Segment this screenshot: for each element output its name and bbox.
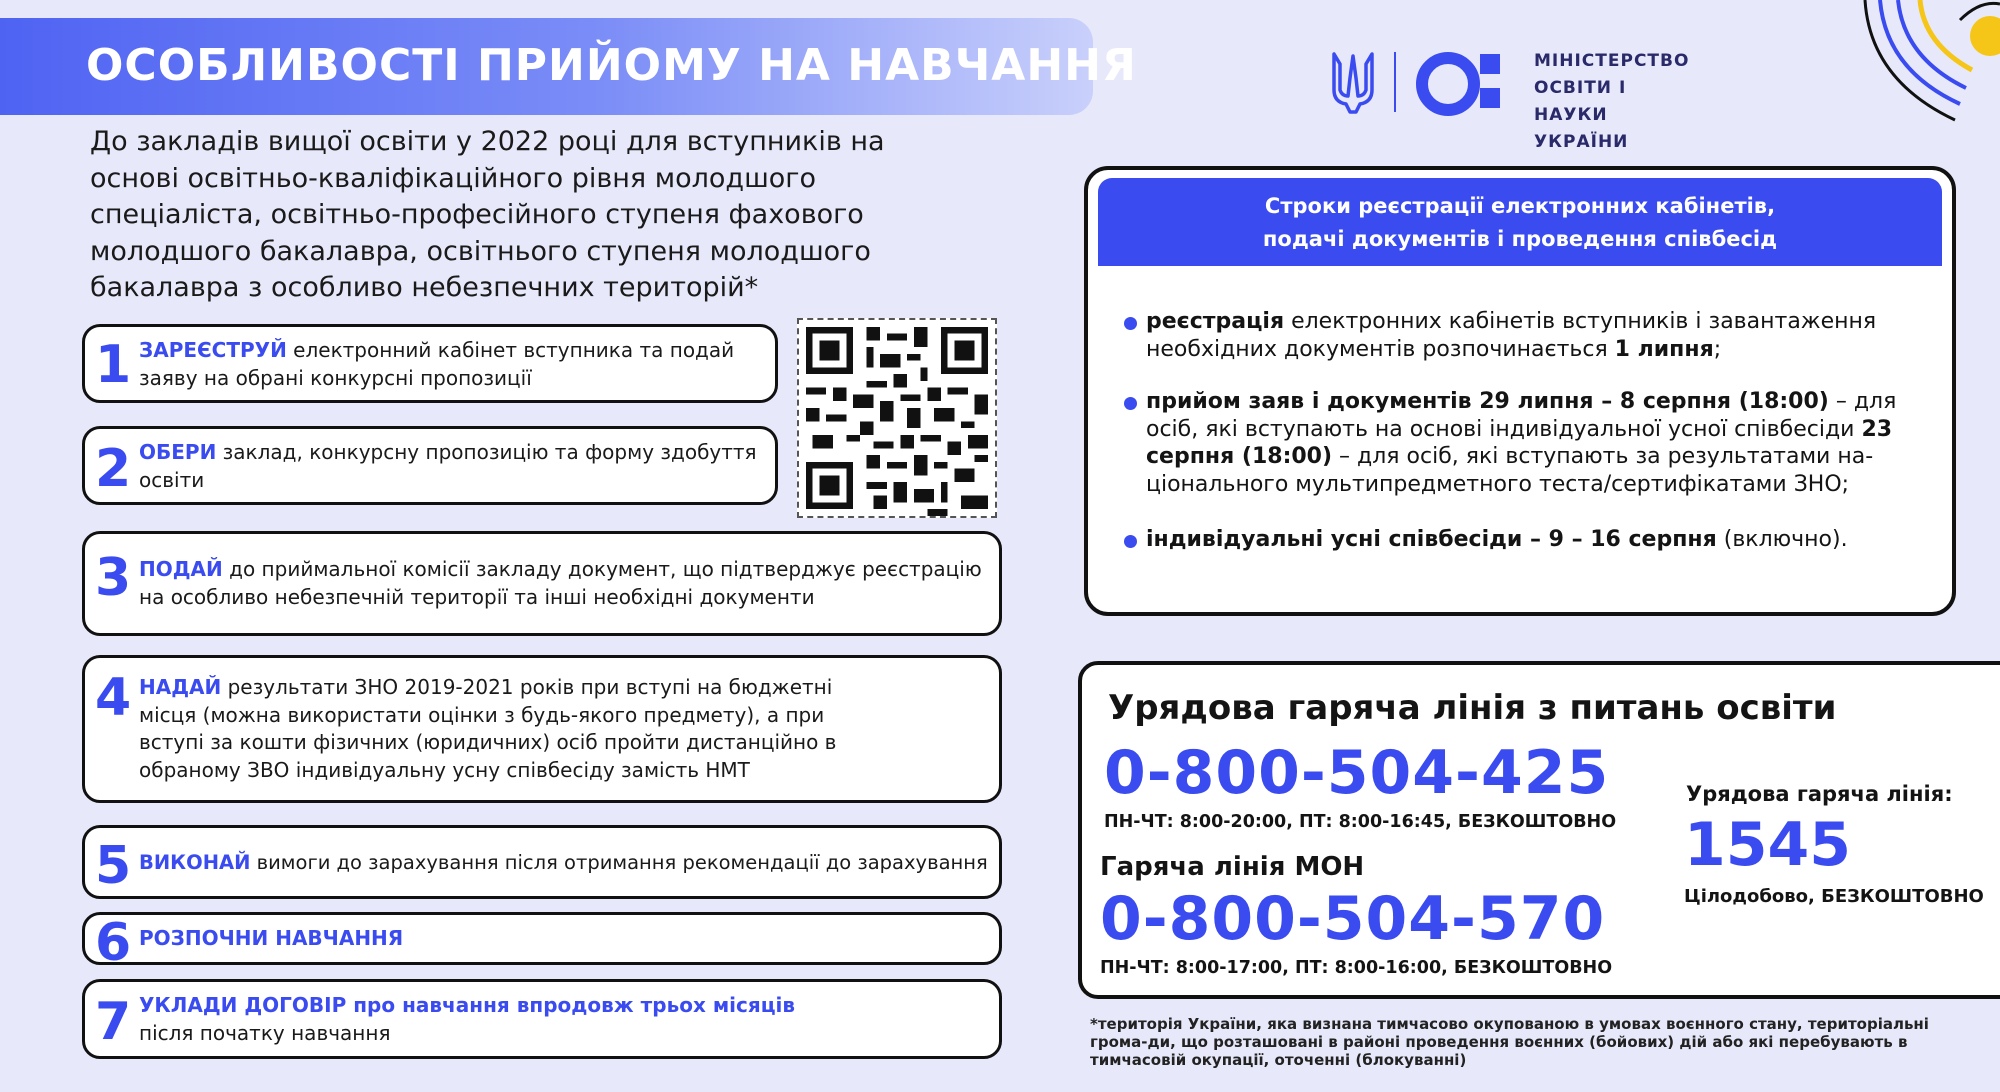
ministry-name-line1: МІНІСТЕРСТВО (1534, 51, 1690, 71)
bullet-dot-icon (1124, 397, 1137, 410)
step-text: електронний кабінет вступника та подай заяву на обрані конкурсні пропозиції (139, 338, 735, 390)
step-keyword: УКЛАДИ ДОГОВІР про навчання впродовж трьох місяців (139, 993, 796, 1017)
corner-decoration-icon (1860, 0, 2000, 140)
ministry-logo (1330, 48, 1690, 152)
deadline-registration (1124, 308, 1924, 363)
deadline-text: електронних кабінетів вступників і завантаження необхідних документів розпочинається (1146, 309, 1877, 362)
ministry-name-line2: ОСВІТИ І НАУКИ (1534, 78, 1627, 125)
hotline-phone-1[interactable]: 0-800-504-425 (1104, 738, 1610, 808)
step-5 (82, 825, 1002, 899)
step-keyword: ПОДАЙ (139, 557, 223, 581)
deadline-bold: реєстрація (1146, 309, 1285, 334)
step-1 (82, 324, 778, 403)
step-number: 4 (95, 668, 132, 728)
hotline-hours-1: ПН-ЧТ: 8:00-20:00, ПТ: 8:00-16:45, БЕЗКОШТОВНО (1104, 812, 1617, 832)
step-text: вимоги до зарахування після отримання рекомендації до зарахування (250, 851, 988, 874)
step-keyword: НАДАЙ (139, 675, 222, 699)
logo-square-top (1480, 54, 1500, 74)
deadline-text: ; (1713, 336, 1722, 362)
logo-square-bottom (1480, 88, 1500, 108)
step-number: 5 (95, 836, 132, 896)
step-keyword: РОЗПОЧНИ НАВЧАННЯ (139, 926, 404, 950)
step-text: результати ЗНО 2019-2021 років при вступі на бюджетні місця (можна використати оцінки з будь-якого предмету), а при вступі за кошти фізичних (юридичних) осіб пройти дистанційно в обраному ЗВО індивідуальну усну співбесіду замість НМТ (139, 675, 837, 782)
step-3 (82, 531, 1002, 636)
deadline-text: (включно). (1716, 527, 1848, 552)
deadlines-header (1098, 178, 1942, 266)
step-text: заклад, конкурсну пропозицію та форму здобуття освіти (139, 440, 757, 492)
gov-hotline-label: Урядова гаряча лінія: (1686, 782, 1953, 806)
step-2 (82, 426, 778, 505)
mon-hotline-label: Гаряча лінія МОН (1100, 852, 1365, 882)
deadline-applications (1124, 388, 1924, 498)
deadline-bold: індивідуальні усні співбесіди – 9 – 16 серпня (1146, 527, 1717, 552)
gov-hotline-number[interactable]: 1545 (1684, 810, 1851, 880)
deadlines-box (1084, 166, 1956, 616)
deadlines-header-line1: Строки реєстрації електронних кабінетів, (1264, 194, 1776, 218)
step-4 (82, 655, 1002, 803)
step-number: 7 (95, 992, 132, 1052)
page-title: ОСОБЛИВОСТІ ПРИЙОМУ НА НАВЧАННЯ (86, 40, 1137, 91)
hotline-phone-2[interactable]: 0-800-504-570 (1100, 884, 1606, 954)
deadline-bold: 1 липня (1614, 336, 1714, 362)
ministry-name-line3: УКРАЇНИ (1534, 132, 1629, 152)
qr-code-icon[interactable] (797, 318, 997, 518)
deadlines-header-line2: подачі документів і проведення співбесід (1262, 227, 1778, 251)
footnote: *територія України, яка визнана тимчасово окупованою в умовах воєнного стану, територіальні грома-ди, що розташовані в районі проведення воєнних (бойових) дій або які перебувають в тимчасовій окупації, оточенні (блокуванні) (1090, 1015, 1929, 1069)
intro-text: До закладів вищої освіти у 2022 році для вступників на основі освітньо-кваліфікаційного рівня молодшого спеціаліста, освітньо-професійного ступеня фахового молодшого бакалавра, освітнього ступеня молодшого бакалавра з особливо небезпечних територій* (90, 126, 885, 303)
step-text: до приймальної комісії закладу документ, що підтверджує реєстрацію на особливо небезпечній території та інші необхідні документи (139, 557, 982, 609)
step-keyword: ВИКОНАЙ (139, 851, 251, 874)
step-keyword: ЗАРЕЄСТРУЙ (139, 338, 287, 362)
deadline-bold: 23 серпня (18:00) (1146, 416, 1893, 469)
step-number: 1 (95, 335, 132, 395)
deadline-interviews (1124, 526, 1924, 554)
deadline-text: – для осіб, які вступають на основі індивідуальної усної співбесіди (1146, 389, 1897, 442)
step-6 (82, 912, 1002, 973)
hotline-title: Урядова гаряча лінія з питань освіти (1108, 688, 1837, 728)
bullet-dot-icon (1124, 317, 1137, 330)
gov-hotline-hours: Цілодобово, БЕЗКОШТОВНО (1684, 886, 1984, 907)
logo-ring (1416, 52, 1480, 116)
step-7 (82, 979, 1002, 1059)
hotline-hours-2: ПН-ЧТ: 8:00-17:00, ПТ: 8:00-16:00, БЕЗКОШТОВНО (1100, 958, 1613, 978)
step-number: 3 (95, 548, 132, 608)
step-keyword: ОБЕРИ (139, 440, 217, 464)
deadline-bold: прийом заяв і документів 29 липня – 8 серпня (18:00) (1146, 389, 1829, 414)
logo-separator (1394, 52, 1396, 112)
bullet-dot-icon (1124, 535, 1137, 548)
trident-icon (1330, 50, 1376, 114)
step-number: 6 (95, 913, 132, 973)
deadline-text: – для осіб, які вступають за результатами на-ціонального мультипредметного теста/сертифікатами ЗНО; (1146, 444, 1874, 497)
step-number: 2 (95, 439, 132, 499)
step-text: після початку навчання (139, 1020, 391, 1045)
ministry-name (1534, 48, 1690, 156)
